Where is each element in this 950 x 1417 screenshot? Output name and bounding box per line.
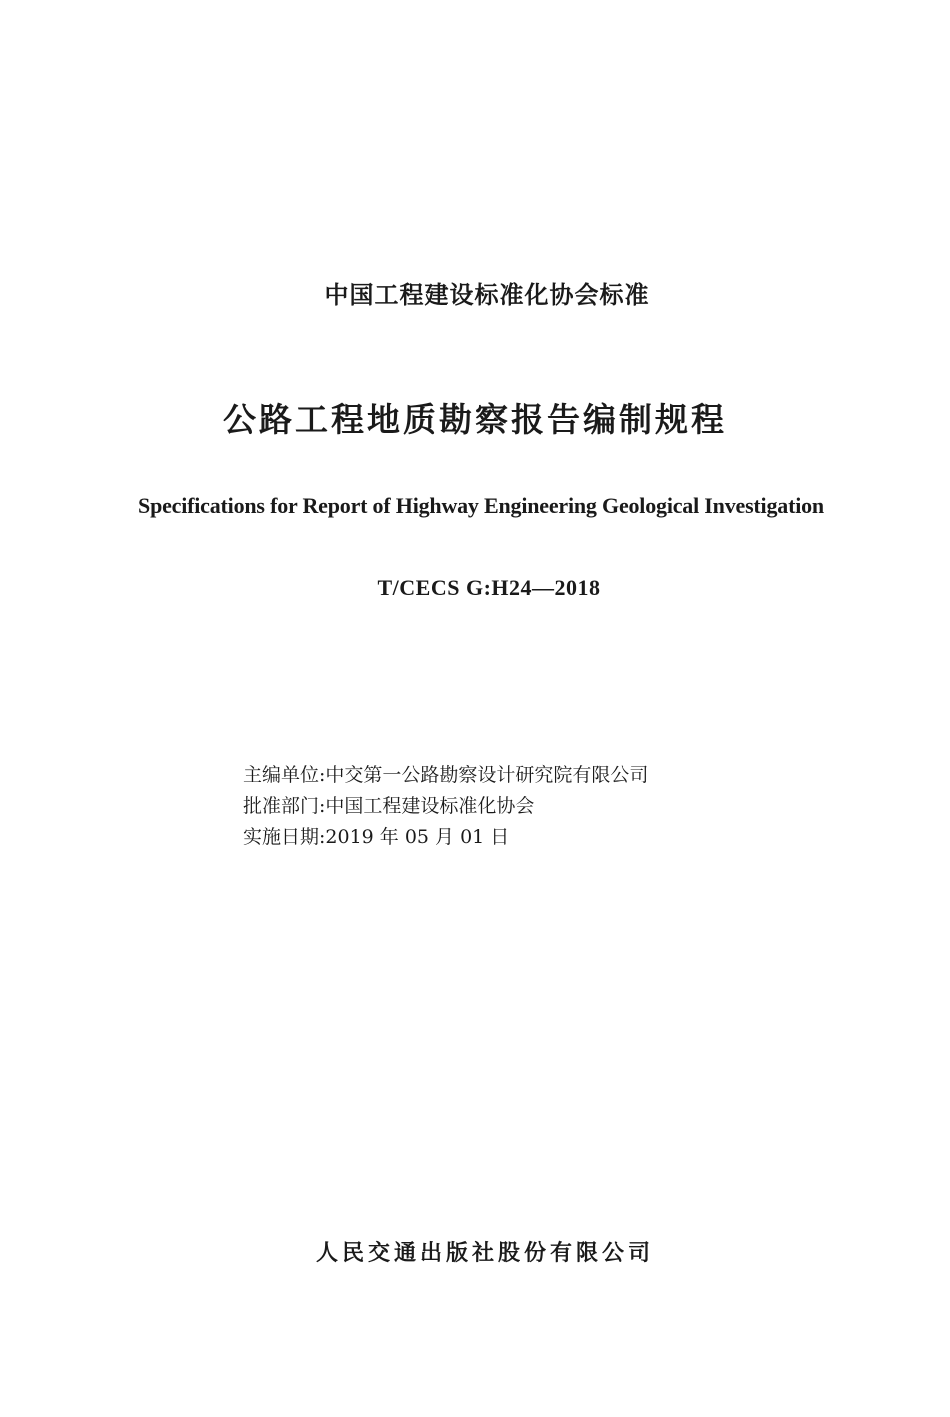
info-date-label: 实施日期: — [243, 826, 326, 848]
title-english: Specifications for Report of Highway Engineering Geological Investigation — [138, 493, 824, 518]
info-date-value: 2019 年 05 月 01 日 — [325, 826, 510, 848]
info-editor-value: 中交第一公路勘察设计研究院有限公司 — [325, 764, 649, 786]
info-date-row — [243, 822, 648, 853]
standard-series: 中国工程建设标准化协会标准 — [324, 281, 650, 309]
publisher: 人民交通出版社股份有限公司 — [315, 1241, 654, 1266]
info-editor-row — [243, 760, 648, 791]
info-approver-label: 批准部门: — [243, 795, 326, 817]
title-chinese: 公路工程地质勘察报告编制规程 — [223, 400, 727, 439]
info-approver-row — [243, 791, 648, 822]
standard-code: T/CECS G:H24—2018 — [377, 575, 601, 600]
info-editor-label: 主编单位: — [243, 764, 326, 786]
info-block — [243, 760, 648, 853]
info-approver-value: 中国工程建设标准化协会 — [325, 795, 535, 817]
